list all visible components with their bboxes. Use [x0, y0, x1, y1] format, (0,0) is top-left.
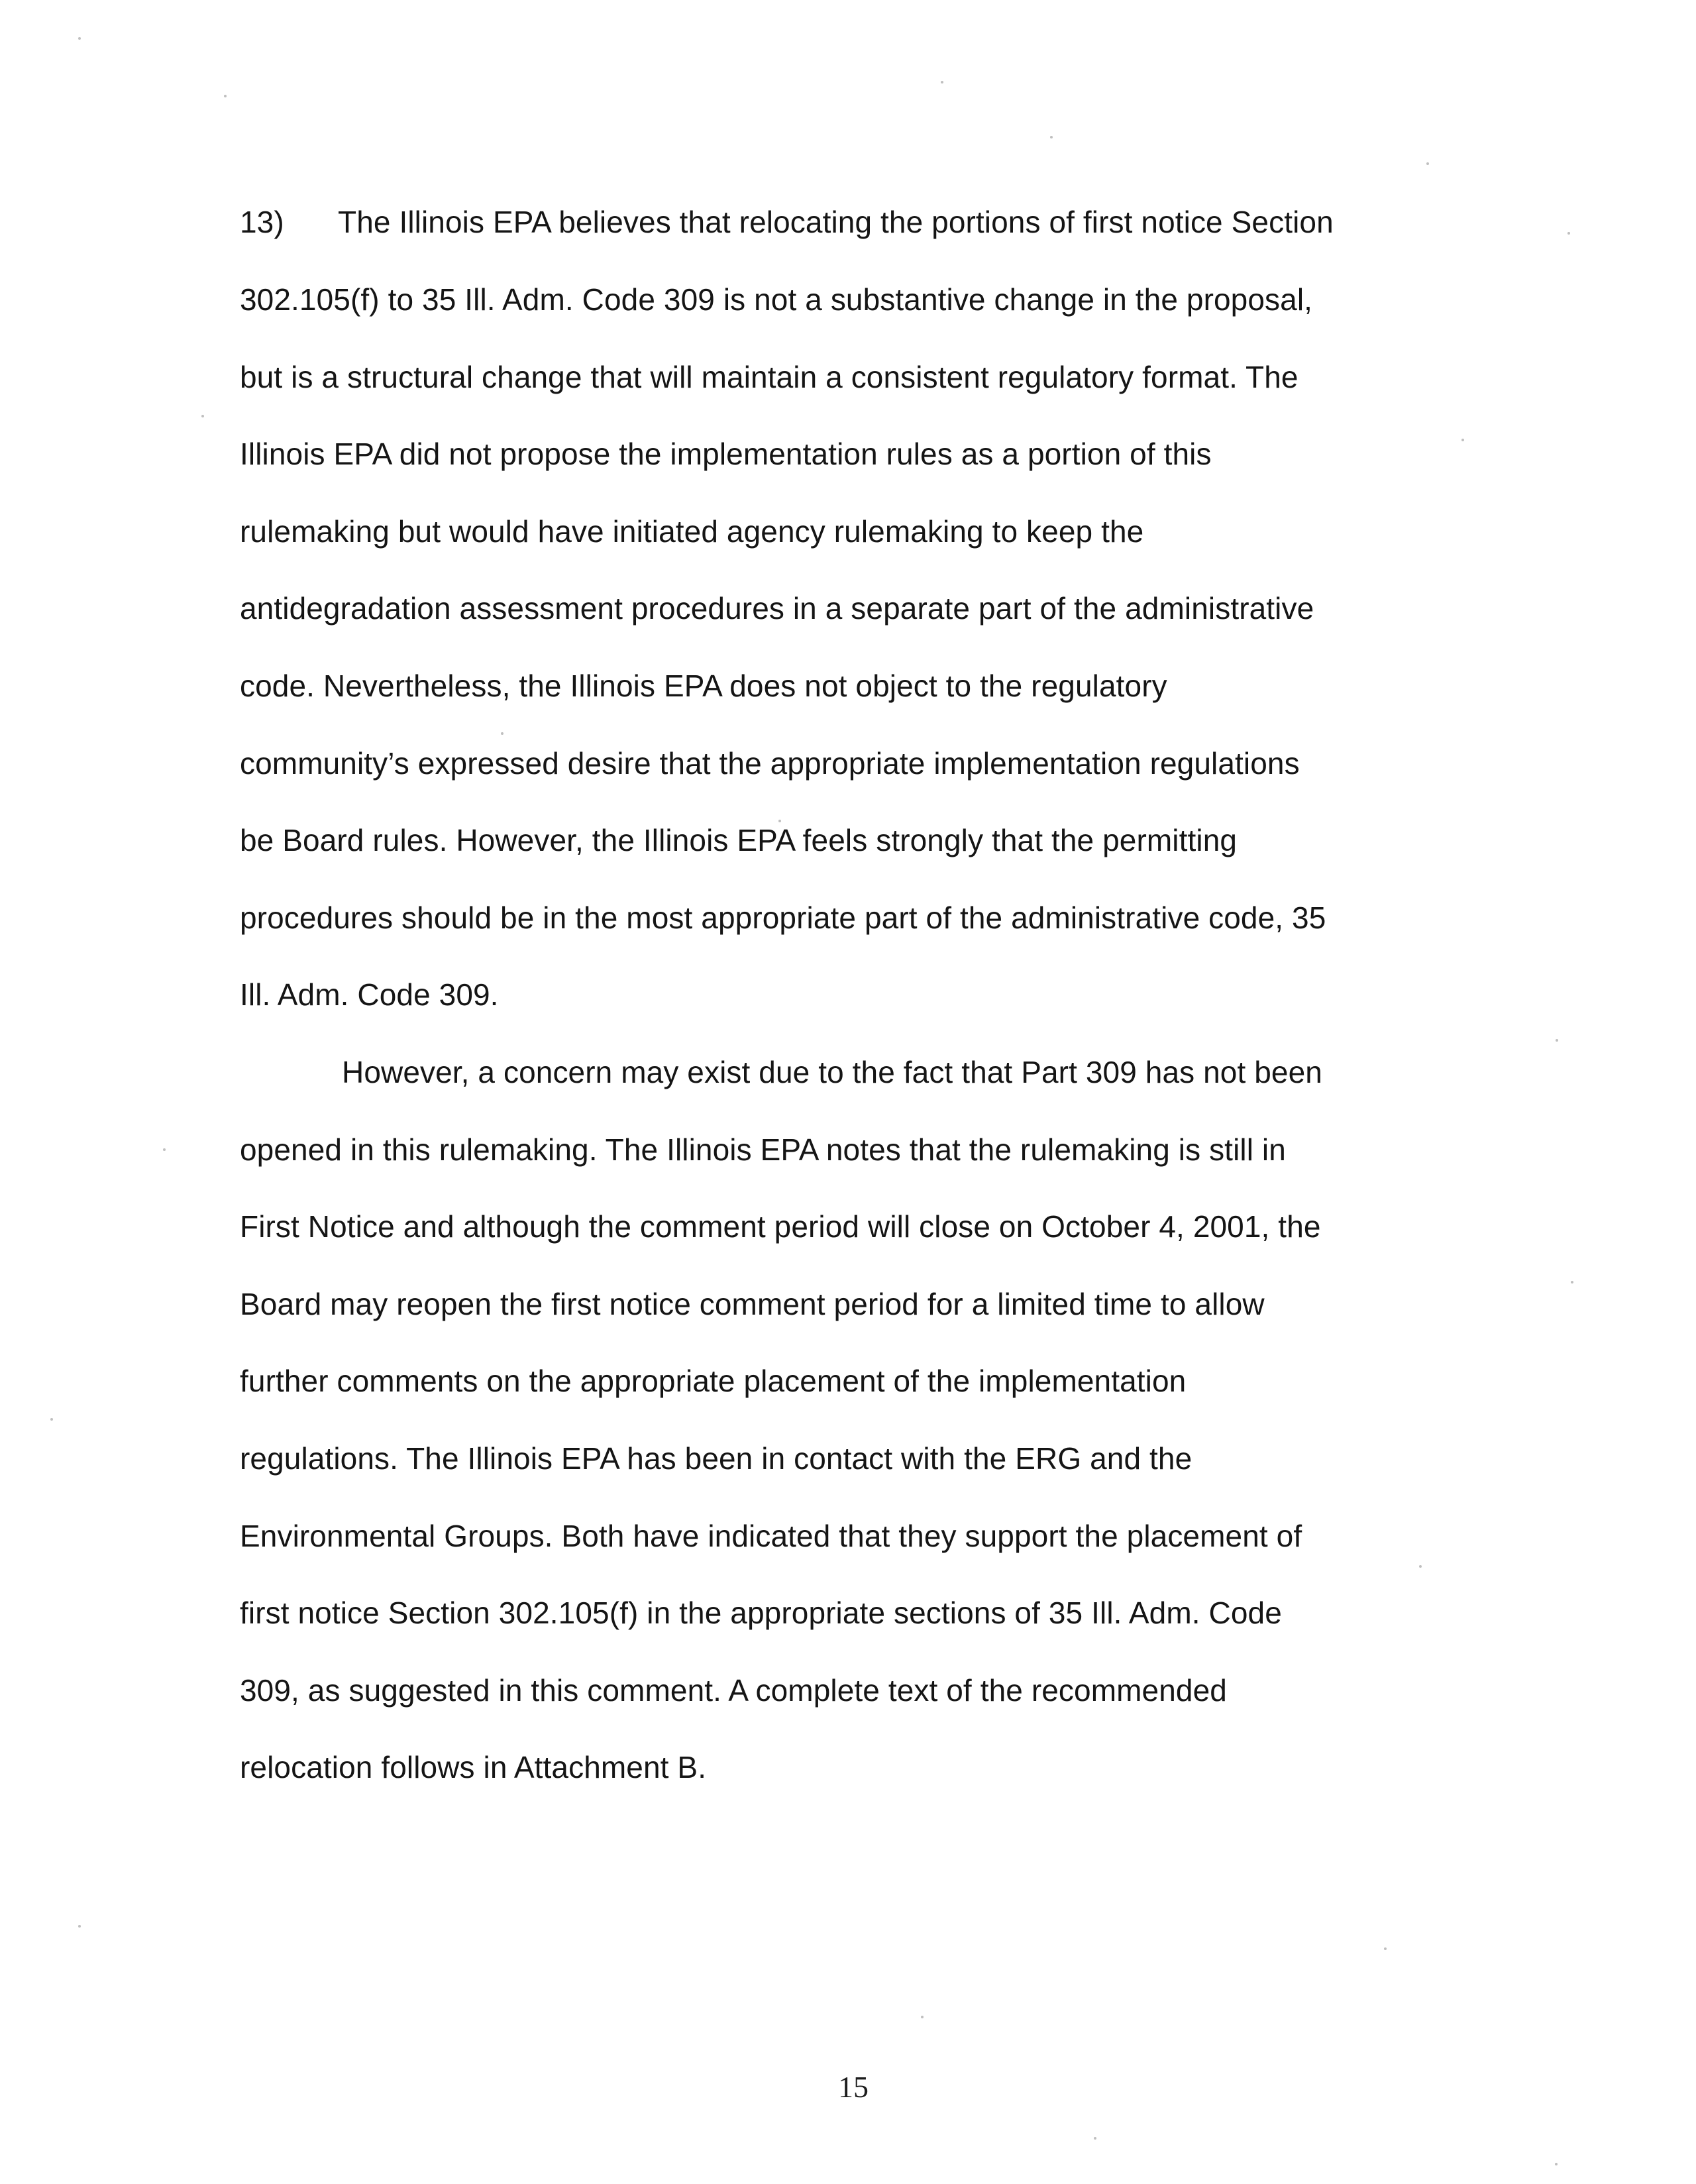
paragraph-1-line-5: rulemaking but would have initiated agency rulemaking to keep the: [240, 514, 1144, 549]
paragraph-2-line-5: further comments on the appropriate placement of the implementation: [240, 1364, 1187, 1398]
scan-speck: [1050, 136, 1053, 138]
scan-speck: [1556, 1039, 1558, 1042]
paragraph-2-line-4: Board may reopen the first notice comment period for a limited time to allow: [240, 1287, 1265, 1321]
paragraph-2-line-7: Environmental Groups. Both have indicated that they support the placement of: [240, 1519, 1302, 1553]
scan-speck: [1571, 1281, 1573, 1283]
paragraph-2-line-1: However, a concern may exist due to the fact that Part 309 has not been: [342, 1055, 1322, 1089]
paragraph-1-line-6: antidegradation assessment procedures in a separate part of the administrative: [240, 591, 1314, 626]
paragraph-1-line-8: community’s expressed desire that the appropriate implementation regulations: [240, 746, 1300, 781]
scan-speck: [163, 1148, 166, 1151]
scan-speck: [1094, 2137, 1096, 2140]
paragraph-1-line-3: but is a structural change that will maintain a consistent regulatory format. The: [240, 360, 1298, 394]
scan-speck: [201, 415, 204, 417]
scan-speck: [224, 95, 227, 97]
scan-speck: [1461, 439, 1464, 441]
scan-speck: [78, 37, 81, 40]
item-number: 13): [240, 205, 284, 239]
page-number: 15: [838, 2070, 869, 2104]
scan-speck: [50, 1418, 53, 1421]
paragraph-2-line-6: regulations. The Illinois EPA has been in contact with the ERG and the: [240, 1441, 1192, 1476]
scan-speck: [501, 732, 504, 735]
paragraph-2-line-3: First Notice and although the comment period will close on October 4, 2001, the: [240, 1209, 1321, 1244]
scan-speck: [921, 2016, 924, 2018]
scan-speck: [1567, 232, 1570, 235]
paragraph-1-line-10: procedures should be in the most appropriate part of the administrative code, 35: [240, 901, 1326, 935]
paragraph-1-line-2: 302.105(f) to 35 Ill. Adm. Code 309 is not a substantive change in the proposal,: [240, 282, 1313, 317]
scan-speck: [1426, 162, 1429, 165]
scan-speck: [1419, 1565, 1422, 1568]
paragraph-2-line-2: opened in this rulemaking. The Illinois EPA notes that the rulemaking is still in: [240, 1132, 1286, 1167]
scan-speck: [1384, 1947, 1387, 1950]
scan-speck: [78, 1925, 81, 1928]
scan-speck: [941, 81, 943, 83]
paragraph-2-line-10: relocation follows in Attachment B.: [240, 1750, 707, 1784]
paragraph-2-line-8: first notice Section 302.105(f) in the appropriate sections of 35 Ill. Adm. Code: [240, 1596, 1282, 1630]
paragraph-1-line-9: be Board rules. However, the Illinois EPA feels strongly that the permitting: [240, 823, 1238, 857]
scan-speck: [1555, 2163, 1558, 2165]
paragraph-1-line-7: code. Nevertheless, the Illinois EPA does not object to the regulatory: [240, 669, 1167, 703]
paragraph-1-line-11: Ill. Adm. Code 309.: [240, 977, 499, 1012]
paragraph-1-line-4: Illinois EPA did not propose the implementation rules as a portion of this: [240, 437, 1212, 471]
paragraph-1-line-1: [240, 202, 1446, 242]
paragraph-1-first-line-text: The Illinois EPA believes that relocating the portions of first notice Section: [338, 205, 1334, 239]
paragraph-2-line-9: 309, as suggested in this comment. A complete text of the recommended: [240, 1673, 1227, 1708]
scan-speck: [778, 820, 781, 822]
